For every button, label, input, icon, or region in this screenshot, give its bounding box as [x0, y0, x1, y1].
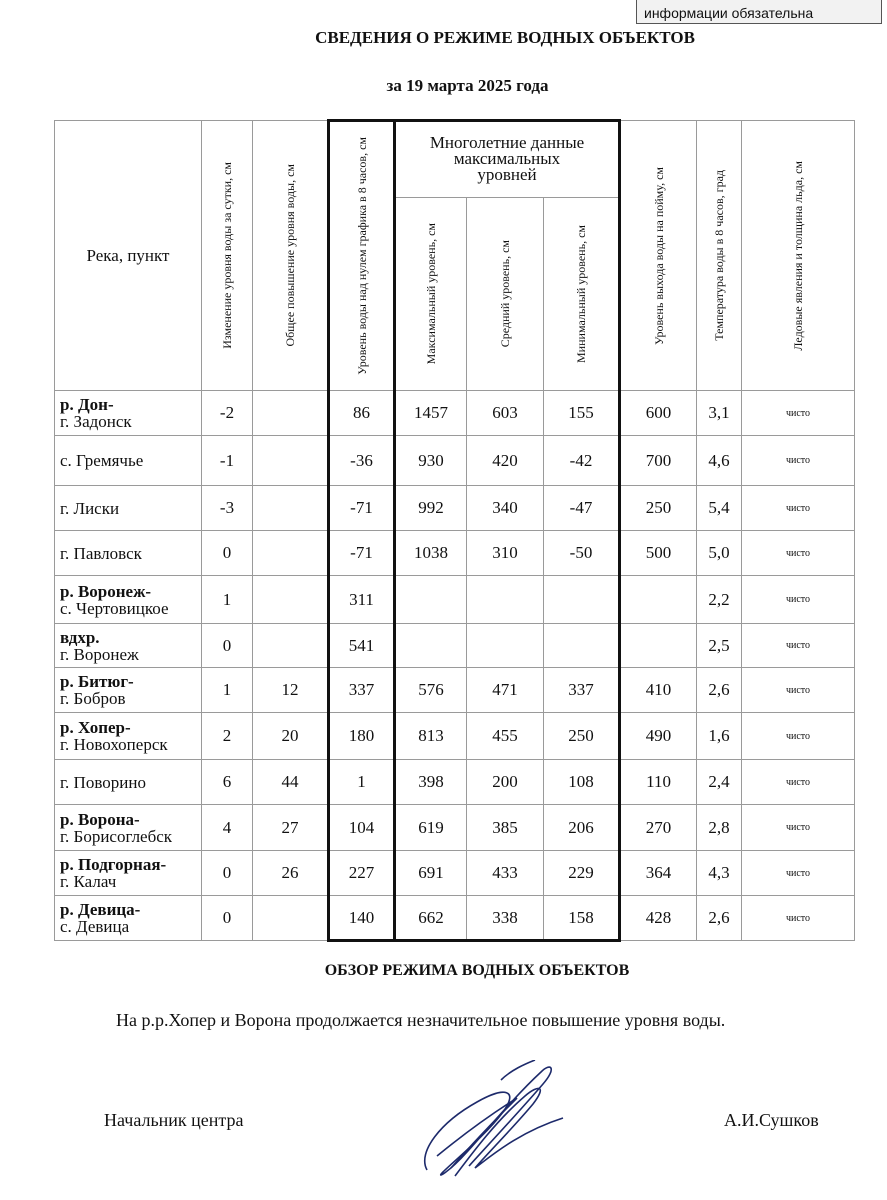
cell-flood: 410	[620, 668, 697, 713]
cell-temp: 2,5	[697, 624, 742, 668]
table-row	[55, 668, 855, 713]
cell-flood: 250	[620, 486, 697, 531]
cell-rise	[253, 624, 329, 668]
review-text: На р.р.Хопер и Ворона продолжается незначительное повышение уровня воды.	[116, 1010, 726, 1030]
cell-min: 250	[544, 713, 620, 760]
header-max-label: Максимальный уровень, см	[424, 223, 438, 365]
cell-temp: 5,0	[697, 531, 742, 576]
river-name: р. Девица-	[60, 900, 141, 919]
header-river	[55, 121, 202, 391]
cell-ice: чисто	[742, 576, 855, 624]
cell-min: -42	[544, 436, 620, 486]
header-flood-label: Уровень выхода воды на пойму, см	[651, 166, 666, 345]
cell-river	[55, 624, 202, 668]
header-temp-label: Температура воды в 8 часов, град	[712, 170, 727, 341]
cell-mid: 200	[467, 760, 544, 805]
cell-min: 158	[544, 896, 620, 941]
river-name: р. Хопер-	[60, 718, 131, 737]
cell-max	[395, 624, 467, 668]
cell-max: 930	[395, 436, 467, 486]
cell-river	[55, 713, 202, 760]
header-longterm-label: Многолетние данные максимальных уровней	[429, 133, 585, 185]
cell-mid: 433	[467, 851, 544, 896]
cell-river	[55, 531, 202, 576]
notice-line-2: информации обязательна	[644, 5, 814, 21]
header-river-label: Река, пункт	[86, 245, 170, 265]
cell-max: 813	[395, 713, 467, 760]
header-max	[395, 197, 467, 390]
cell-level: 180	[329, 713, 395, 760]
cell-flood	[620, 576, 697, 624]
table-row	[55, 576, 855, 624]
cell-change: 1	[202, 668, 253, 713]
cell-level: 227	[329, 851, 395, 896]
cell-change: 4	[202, 805, 253, 851]
cell-change: 1	[202, 576, 253, 624]
header-change	[202, 121, 253, 391]
station-name: с. Гремячье	[60, 451, 144, 470]
cell-max: 1457	[395, 391, 467, 436]
cell-max: 1038	[395, 531, 467, 576]
cell-change: 0	[202, 851, 253, 896]
cell-flood: 700	[620, 436, 697, 486]
cell-min: 155	[544, 391, 620, 436]
station-name: с. Девица	[60, 917, 130, 936]
cell-change: 0	[202, 531, 253, 576]
station-name: с. Чертовицкое	[60, 598, 169, 618]
cell-min: 229	[544, 851, 620, 896]
document-date: за 19 марта 2025 года	[386, 76, 549, 95]
document-title: СВЕДЕНИЯ О РЕЖИМЕ ВОДНЫХ ОБЪЕКТОВ	[315, 28, 695, 47]
station-name: г. Борисоглебск	[60, 826, 173, 846]
signer-name: А.И.Сушков	[724, 1110, 819, 1130]
cell-river	[55, 436, 202, 486]
review-title: ОБЗОР РЕЖИМА ВОДНЫХ ОБЪЕКТОВ	[324, 962, 630, 979]
cell-max: 576	[395, 668, 467, 713]
river-name: р. Битюг-	[60, 672, 134, 691]
header-mid	[467, 197, 544, 390]
cell-mid: 385	[467, 805, 544, 851]
cell-level: -71	[329, 486, 395, 531]
cell-level: 311	[329, 576, 395, 624]
cell-max: 992	[395, 486, 467, 531]
header-rise	[253, 121, 329, 391]
cell-min: -50	[544, 531, 620, 576]
header-mid-label: Средний уровень, см	[498, 240, 512, 348]
cell-min: 337	[544, 668, 620, 713]
cell-rise	[253, 531, 329, 576]
cell-ice: чисто	[742, 436, 855, 486]
handwritten-signature	[415, 1060, 565, 1182]
cell-level: 337	[329, 668, 395, 713]
river-name: р. Подгорная-	[60, 855, 167, 874]
cell-flood	[620, 624, 697, 668]
station-name: г. Лиски	[60, 498, 120, 518]
header-longterm	[395, 121, 620, 198]
cell-level: 86	[329, 391, 395, 436]
cell-rise: 26	[253, 851, 329, 896]
station-name: г. Воронеж	[60, 644, 139, 664]
table-row	[55, 713, 855, 760]
cell-flood: 428	[620, 896, 697, 941]
table-row	[55, 624, 855, 668]
cell-rise: 20	[253, 713, 329, 760]
table-row	[55, 896, 855, 941]
cell-temp: 4,3	[697, 851, 742, 896]
cell-temp: 3,1	[697, 391, 742, 436]
cell-ice: чисто	[742, 851, 855, 896]
cell-flood: 110	[620, 760, 697, 805]
cell-change: -1	[202, 436, 253, 486]
station-name: г. Новохоперск	[60, 735, 168, 754]
cell-min: -47	[544, 486, 620, 531]
cell-rise: 44	[253, 760, 329, 805]
cell-max: 691	[395, 851, 467, 896]
cell-rise	[253, 896, 329, 941]
cell-change: 6	[202, 760, 253, 805]
station-name: г. Калач	[60, 872, 117, 891]
cell-flood: 364	[620, 851, 697, 896]
cell-temp: 1,6	[697, 713, 742, 760]
cell-mid: 471	[467, 668, 544, 713]
cell-river	[55, 391, 202, 436]
cell-level: 1	[329, 760, 395, 805]
cell-temp: 2,2	[697, 576, 742, 624]
cell-river	[55, 851, 202, 896]
cell-ice: чисто	[742, 713, 855, 760]
cell-mid: 455	[467, 713, 544, 760]
cell-flood: 490	[620, 713, 697, 760]
station-name: г. Задонск	[60, 412, 132, 431]
table-row	[55, 531, 855, 576]
cell-mid	[467, 624, 544, 668]
cell-flood: 500	[620, 531, 697, 576]
cell-min	[544, 576, 620, 624]
cell-temp: 5,4	[697, 486, 742, 531]
cell-ice: чисто	[742, 486, 855, 531]
cell-temp: 4,6	[697, 436, 742, 486]
notice-box	[636, 0, 882, 24]
cell-change: -3	[202, 486, 253, 531]
cell-rise	[253, 486, 329, 531]
station-name: г. Поворино	[60, 772, 146, 792]
cell-min	[544, 624, 620, 668]
cell-level: 140	[329, 896, 395, 941]
cell-level: -71	[329, 531, 395, 576]
cell-ice: чисто	[742, 531, 855, 576]
table-row	[55, 851, 855, 896]
cell-river	[55, 805, 202, 851]
river-name: вдхр.	[60, 627, 100, 647]
cell-flood: 600	[620, 391, 697, 436]
station-name: г. Бобров	[60, 689, 126, 708]
cell-river	[55, 576, 202, 624]
cell-mid	[467, 576, 544, 624]
cell-level: 541	[329, 624, 395, 668]
cell-river	[55, 896, 202, 941]
header-min-label: Минимальный уровень, см	[574, 224, 588, 363]
table-row	[55, 391, 855, 436]
water-regime-table	[54, 119, 855, 942]
cell-ice: чисто	[742, 391, 855, 436]
cell-max: 619	[395, 805, 467, 851]
signer-position: Начальник центра	[104, 1110, 244, 1130]
cell-max: 662	[395, 896, 467, 941]
station-name: г. Павловск	[60, 543, 142, 563]
cell-change: 0	[202, 896, 253, 941]
cell-max: 398	[395, 760, 467, 805]
cell-river	[55, 760, 202, 805]
cell-ice: чисто	[742, 668, 855, 713]
table-row	[55, 486, 855, 531]
cell-level: 104	[329, 805, 395, 851]
river-name: р. Ворона-	[60, 809, 140, 829]
header-temp	[697, 121, 742, 391]
cell-min: 206	[544, 805, 620, 851]
cell-temp: 2,6	[697, 668, 742, 713]
header-level-label: Уровень воды над нулем графика в 8 часов, см	[354, 137, 369, 375]
cell-change: 2	[202, 713, 253, 760]
cell-ice: чисто	[742, 624, 855, 668]
cell-river	[55, 668, 202, 713]
cell-ice: чисто	[742, 896, 855, 941]
cell-change: -2	[202, 391, 253, 436]
cell-min: 108	[544, 760, 620, 805]
header-rise-label: Общее повышение уровня воды, см	[283, 164, 297, 347]
cell-temp: 2,6	[697, 896, 742, 941]
cell-mid: 603	[467, 391, 544, 436]
header-min	[544, 197, 620, 390]
cell-flood: 270	[620, 805, 697, 851]
table-row	[55, 436, 855, 486]
cell-change: 0	[202, 624, 253, 668]
cell-rise: 27	[253, 805, 329, 851]
header-level	[329, 121, 395, 391]
cell-rise	[253, 576, 329, 624]
header-change-label: Изменение уровня воды за сутки, см	[220, 162, 234, 349]
header-ice	[742, 121, 855, 391]
cell-temp: 2,4	[697, 760, 742, 805]
header-ice-label: Ледовые явления и толщина льда, см	[791, 160, 806, 351]
cell-max	[395, 576, 467, 624]
cell-rise: 12	[253, 668, 329, 713]
cell-ice: чисто	[742, 805, 855, 851]
cell-temp: 2,8	[697, 805, 742, 851]
cell-rise	[253, 391, 329, 436]
river-name: р. Дон-	[60, 395, 114, 414]
cell-mid: 340	[467, 486, 544, 531]
cell-ice: чисто	[742, 760, 855, 805]
river-name: р. Воронеж-	[60, 581, 152, 601]
cell-mid: 420	[467, 436, 544, 486]
cell-mid: 338	[467, 896, 544, 941]
cell-level: -36	[329, 436, 395, 486]
cell-river	[55, 486, 202, 531]
header-flood	[620, 121, 697, 391]
table-row	[55, 760, 855, 805]
cell-rise	[253, 436, 329, 486]
cell-mid: 310	[467, 531, 544, 576]
table-row	[55, 805, 855, 851]
